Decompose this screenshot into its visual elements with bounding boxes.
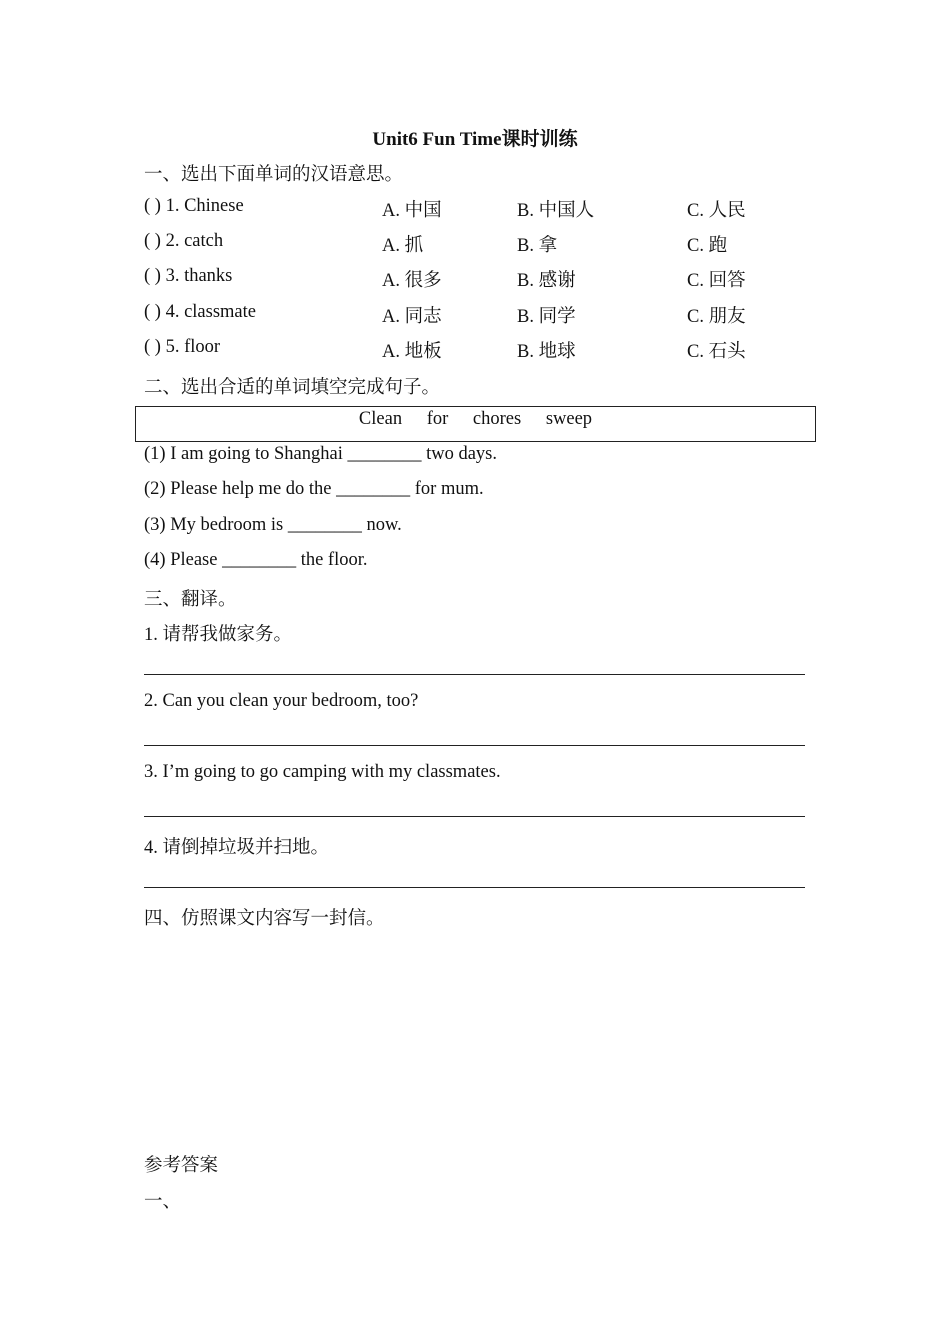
answer-line [144, 887, 805, 888]
question-row [144, 196, 824, 220]
translation-item: 1. 请帮我做家务。 [144, 625, 293, 645]
word-bank-word: Clean [358, 409, 403, 429]
question-text: ( ) 4. classmate [144, 302, 256, 322]
word-bank-words [136, 409, 815, 430]
question-row [144, 266, 824, 290]
section1-heading: 一、选出下面单词的汉语意思。 [144, 165, 404, 185]
option-c: C. 朋友 [687, 307, 746, 327]
translation-item: 3. I’m going to go camping with my classmates. [144, 762, 501, 782]
translation-item: 2. Can you clean your bedroom, too? [144, 691, 419, 711]
option-c: C. 回答 [687, 271, 746, 291]
option-c: C. 石头 [687, 342, 746, 362]
fill-blank-sentence: (4) Please ________ the floor. [144, 550, 368, 570]
option-b: B. 感谢 [517, 271, 576, 291]
question-row [144, 231, 824, 255]
question-row [144, 302, 824, 326]
fill-blank-sentence: (3) My bedroom is ________ now. [144, 515, 402, 535]
answers-section1-label: 一、 [144, 1192, 182, 1212]
question-text: ( ) 5. floor [144, 337, 221, 357]
option-c: C. 人民 [687, 201, 746, 221]
fill-blank-sentence: (2) Please help me do the ________ for mum. [144, 479, 484, 499]
answer-line [144, 674, 805, 675]
answer-line [144, 816, 805, 817]
option-a: A. 抓 [382, 236, 424, 256]
option-a: A. 很多 [382, 271, 442, 291]
option-c: C. 跑 [687, 236, 728, 256]
answer-line [144, 745, 805, 746]
section3-heading: 三、翻译。 [144, 590, 237, 610]
option-b: B. 地球 [517, 342, 576, 362]
option-b: B. 中国人 [517, 201, 595, 221]
option-b: B. 同学 [517, 307, 576, 327]
answers-heading: 参考答案 [144, 1156, 219, 1176]
word-bank-word: sweep [545, 409, 593, 429]
question-text: ( ) 1. Chinese [144, 196, 244, 216]
fill-blank-sentence: (1) I am going to Shanghai ________ two days. [144, 444, 497, 464]
option-b: B. 拿 [517, 236, 558, 256]
page-title: Unit6 Fun Time课时训练 [372, 129, 578, 150]
translation-item: 4. 请倒掉垃圾并扫地。 [144, 838, 330, 858]
question-text: ( ) 2. catch [144, 231, 224, 251]
option-a: A. 中国 [382, 201, 442, 221]
word-bank-word: for [426, 409, 449, 429]
section4-heading: 四、仿照课文内容写一封信。 [144, 909, 385, 929]
word-bank-word: chores [472, 409, 522, 429]
section2-heading: 二、选出合适的单词填空完成句子。 [144, 378, 441, 398]
option-a: A. 地板 [382, 342, 442, 362]
question-row [144, 337, 824, 361]
question-text: ( ) 3. thanks [144, 266, 233, 286]
word-bank [135, 406, 816, 442]
option-a: A. 同志 [382, 307, 442, 327]
